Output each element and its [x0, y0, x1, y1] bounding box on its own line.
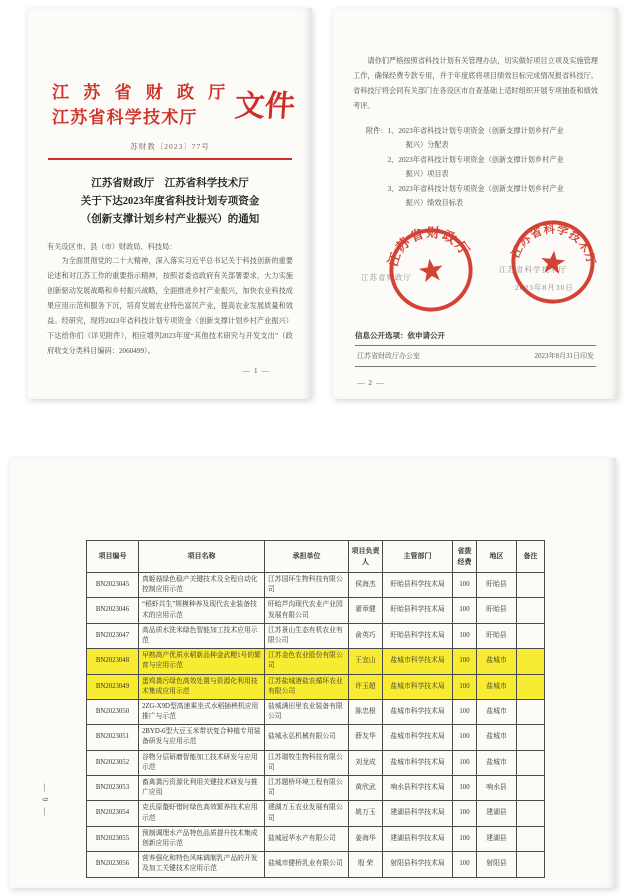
cell-leader: 殷 荣 — [349, 852, 383, 877]
attachment-item-1: 1、2023年省科技计划专项资金（创新支撑计划乡村产业振兴）分配表 — [387, 126, 564, 150]
body-paragraph-1: 为全面贯彻党的二十大精神，深入落实习近平总书记关于科技创新的重要论述和对江苏工作的重要指示精神，按照省委省政府有关部署要求，大力实施创新驱动发展战略和乡村振兴战略，全面推进乡村产业振兴，加快农业科技成果应用示范和服务下沉，培育发展农业特色富民产业，提高农业发展质量和效益。经研究，现将2023年省科技计划专项资金（创新支撑计划乡村产业振兴）下达给你们（详见附件），相应增列2023年度“其他技术研究与开发支出”（政府收支分类科目编码：2060499）。 — [47, 257, 293, 355]
cell-id: BN2023048 — [87, 649, 139, 674]
cell-id: BN2023055 — [87, 826, 139, 851]
cell-dept: 盱眙县科学技术局 — [383, 573, 453, 598]
table-row — [87, 826, 545, 851]
header-project-id: 项目编号 — [87, 541, 139, 573]
cell-region: 射阳县 — [477, 852, 517, 877]
cell-name: 蛋鸡粪污绿色高效处置与资源化利用技术集成应用示范 — [139, 674, 265, 699]
header-note: 备注 — [517, 541, 545, 573]
table-row — [87, 776, 545, 801]
cell-note — [517, 699, 545, 724]
table-row — [87, 801, 545, 826]
document-page-3 — [10, 458, 616, 888]
cell-unit: 江苏瑞牧生物科技有限公司 — [265, 750, 349, 775]
cell-unit: 江苏题桥环境工程有限公司 — [265, 776, 349, 801]
cell-name: “稻虾共生”规模种养及现代农业装备技术的应用示范 — [139, 598, 265, 623]
info-divider-bottom — [355, 366, 596, 367]
cell-note — [517, 776, 545, 801]
cell-note — [517, 623, 545, 648]
cell-leader: 陈忠根 — [349, 699, 383, 724]
cell-region: 盐城市 — [477, 699, 517, 724]
cell-leader: 姚万玉 — [349, 801, 383, 826]
table-row — [87, 598, 545, 623]
cell-name: 谷物分层研磨智能加工技术研发与应用示范 — [139, 750, 265, 775]
table-row — [87, 573, 545, 598]
cell-id: BN2023056 — [87, 852, 139, 877]
table-row — [87, 852, 545, 877]
attachments-list — [366, 124, 598, 210]
cell-fund: 100 — [453, 750, 477, 775]
cell-region: 盐城市 — [477, 649, 517, 674]
cell-id: BN2023051 — [87, 725, 139, 750]
seal-left-arc-text: 江苏省财政厅 — [385, 225, 474, 269]
document-number: 苏财教〔2023〕77号 — [130, 142, 210, 151]
cell-leader: 许玉超 — [349, 674, 383, 699]
cell-unit: 盱眙芦沟现代农业产业园发展有限公司 — [265, 598, 349, 623]
document-title — [28, 175, 312, 229]
cell-leader: 俞英巧 — [349, 623, 383, 648]
cell-name: 克氏原螯虾错时绿色高效繁养技术应用示范 — [139, 801, 265, 826]
cell-unit: 盐城冠华水产有限公司 — [265, 826, 349, 851]
publication-info-block — [355, 330, 596, 367]
cell-region: 盐城市 — [477, 674, 517, 699]
cell-region: 建湖县 — [477, 801, 517, 826]
cell-name: 预制调理水产品特色品质提升技术集成创新应用示范 — [139, 826, 265, 851]
svg-text:江苏省财政厅 — [381, 221, 474, 271]
table-row — [87, 649, 545, 674]
cell-dept: 盐城市科学技术局 — [383, 649, 453, 674]
cell-fund: 100 — [453, 725, 477, 750]
table-header-row — [87, 541, 545, 573]
cell-id: BN2023052 — [87, 750, 139, 775]
cell-dept: 盐城市科学技术局 — [383, 725, 453, 750]
cell-name: 营养强化和特色风味调制乳产品的开发及加工关键技术应用示范 — [139, 852, 265, 877]
cell-fund: 100 — [453, 573, 477, 598]
cell-fund: 100 — [453, 852, 477, 877]
science-dept-seal-icon — [505, 214, 602, 311]
cell-region: 响水县 — [477, 776, 517, 801]
cell-name: 畜禽粪污资源化利用关键技术研发与推广应用 — [139, 776, 265, 801]
page-number-9-vertical: — 9 — — [40, 783, 50, 818]
cell-id: BN2023045 — [87, 573, 139, 598]
cell-note — [517, 649, 545, 674]
header-region: 地区 — [477, 541, 517, 573]
body-paragraph-2: 请你们严格按照省科技计划有关管理办法，切实做好项目立项及实施管理工作，确保经费专款专用，并于年度底将项目绩效目标完成情况报省科技厅。省科技厅将会同有关部门在各设区市自查基础上适时组织开展专项抽查和绩效考评。 — [353, 57, 598, 110]
header-undertaker: 承担单位 — [265, 541, 349, 573]
cell-unit: 江苏景山生态有机农业有限公司 — [265, 623, 349, 648]
seal-left-signature-text: 江苏省财政厅 — [361, 273, 412, 283]
cell-note — [517, 750, 545, 775]
header-project-name: 项目名称 — [139, 541, 265, 573]
document-page-2 — [333, 8, 618, 399]
cell-fund: 100 — [453, 649, 477, 674]
cell-leader: 侯海杰 — [349, 573, 383, 598]
cell-note — [517, 573, 545, 598]
attachments-label: 附件： — [366, 126, 388, 135]
cell-fund: 100 — [453, 699, 477, 724]
cell-dept: 盐城市科学技术局 — [383, 750, 453, 775]
attachment-item-2: 2、2023年省科技计划专项资金（创新支撑计划乡村产业振兴）项目表 — [387, 155, 564, 179]
print-date: 2023年8月31日印发 — [534, 352, 594, 360]
cell-fund: 100 — [453, 598, 477, 623]
cell-leader: 刘龙成 — [349, 750, 383, 775]
title-line-3: （创新支撑计划乡村产业振兴）的通知 — [80, 214, 260, 226]
cell-note — [517, 674, 545, 699]
cell-id: BN2023054 — [87, 801, 139, 826]
cell-unit: 江苏金色农业股份有限公司 — [265, 649, 349, 674]
table-row — [87, 750, 545, 775]
title-line-1: 江苏省财政厅 江苏省科学技术厅 — [91, 178, 249, 189]
cell-unit: 盐城永弘机械有限公司 — [265, 725, 349, 750]
org-science-dept: 江苏省科学技术厅 — [52, 108, 198, 127]
cell-fund: 100 — [453, 623, 477, 648]
cell-leader: 王宜山 — [349, 649, 383, 674]
cell-dept: 盐城市科学技术局 — [383, 674, 453, 699]
cell-note — [517, 725, 545, 750]
cell-region: 建湖县 — [477, 826, 517, 851]
header-funding: 省拨经费 — [453, 541, 477, 573]
cell-dept: 建湖县科学技术局 — [383, 801, 453, 826]
table-header — [87, 541, 545, 573]
cell-id: BN2023049 — [87, 674, 139, 699]
seal-right-signature-text: 江苏省科学技术厅 — [499, 265, 567, 275]
cell-unit: 建湖万玉农业发展有限公司 — [265, 801, 349, 826]
cell-name: 高品质水洗米绿色智能加工技术应用示范 — [139, 623, 265, 648]
seal-right-arc-text: 江苏省科学技术厅 — [509, 224, 597, 267]
cell-fund: 100 — [453, 776, 477, 801]
cell-id: BN2023053 — [87, 776, 139, 801]
cell-dept: 盱眙县科学技术局 — [383, 623, 453, 648]
attachment-items — [388, 124, 566, 210]
cell-note — [517, 598, 545, 623]
cell-dept: 响水县科学技术局 — [383, 776, 453, 801]
cell-dept: 盐城市科学技术局 — [383, 699, 453, 724]
issuing-office: 江苏省财政厅办公室 — [357, 352, 420, 360]
cell-unit: 江苏国环生物科技有限公司 — [265, 573, 349, 598]
cell-region: 盱眙县 — [477, 598, 517, 623]
table-row — [87, 699, 545, 724]
document-page-1 — [28, 8, 312, 399]
issuing-orgs — [52, 78, 230, 128]
cell-note — [517, 826, 545, 851]
cell-unit: 盐城市健桥乳业有限公司 — [265, 852, 349, 877]
seal-date-text: 2023年8月30日 — [515, 283, 574, 293]
title-line-2: 关于下达2023年度省科技计划专项资金 — [80, 196, 260, 208]
cell-dept: 射阳县科学技术局 — [383, 852, 453, 877]
cell-leader: 姜海华 — [349, 826, 383, 851]
cell-leader: 翟章健 — [349, 598, 383, 623]
cell-unit: 盐城满田里农业装备有限公司 — [265, 699, 349, 724]
cell-name: 早熟高产优质水稻新品种金武粳1号的繁育与应用示范 — [139, 649, 265, 674]
cell-leader: 黄欣武 — [349, 776, 383, 801]
cell-fund: 100 — [453, 674, 477, 699]
cell-name: 2BYD-6型大豆玉米带状复合种植专用装备研发与应用示范 — [139, 725, 265, 750]
salutation: 有关设区市、县（市）财政局、科技局： — [47, 243, 177, 252]
project-funding-table — [86, 540, 545, 878]
official-seals-area — [333, 216, 618, 344]
cell-name: 2ZG-X9D型高速乘坐式水稻插秧机应用推广与示范 — [139, 699, 265, 724]
cell-name: 真姬菇绿色稳产关键技术及全程自动化控制应用示范 — [139, 573, 265, 598]
issuing-row — [355, 346, 596, 366]
cell-region: 盱眙县 — [477, 573, 517, 598]
cell-note — [517, 852, 545, 877]
table-row — [87, 674, 545, 699]
header-leader: 项目负责人 — [349, 541, 383, 573]
cell-id: BN2023050 — [87, 699, 139, 724]
cell-region: 盱眙县 — [477, 623, 517, 648]
page-number-1: — 1 — — [242, 366, 270, 375]
header-supervisor: 主管部门 — [383, 541, 453, 573]
cell-dept: 建湖县科学技术局 — [383, 826, 453, 851]
table-row — [87, 623, 545, 648]
attachment-item-3: 3、2023年省科技计划专项资金（创新支撑计划乡村产业振兴）绩效目标表 — [387, 184, 564, 207]
red-divider — [48, 158, 292, 160]
table-body — [87, 573, 545, 878]
org-finance-dept: 江 苏 省 财 政 厅 — [52, 83, 231, 102]
finance-dept-seal-icon — [381, 221, 480, 320]
cell-note — [517, 801, 545, 826]
page-number-2: — 2 — — [357, 378, 385, 387]
red-letterhead — [52, 78, 312, 128]
document-type-label: 文件 — [233, 90, 297, 123]
disclosure-option: 信息公开选项：依申请公开 — [355, 331, 445, 340]
cell-fund: 100 — [453, 801, 477, 826]
cell-region: 盐城市 — [477, 750, 517, 775]
cell-leader: 薛友华 — [349, 725, 383, 750]
cell-region: 盐城市 — [477, 725, 517, 750]
cell-id: BN2023046 — [87, 598, 139, 623]
table-row — [87, 725, 545, 750]
cell-fund: 100 — [453, 826, 477, 851]
cell-unit: 江苏盐城港盐农循环农业有限公司 — [265, 674, 349, 699]
cell-dept: 盱眙县科学技术局 — [383, 598, 453, 623]
cell-id: BN2023047 — [87, 623, 139, 648]
